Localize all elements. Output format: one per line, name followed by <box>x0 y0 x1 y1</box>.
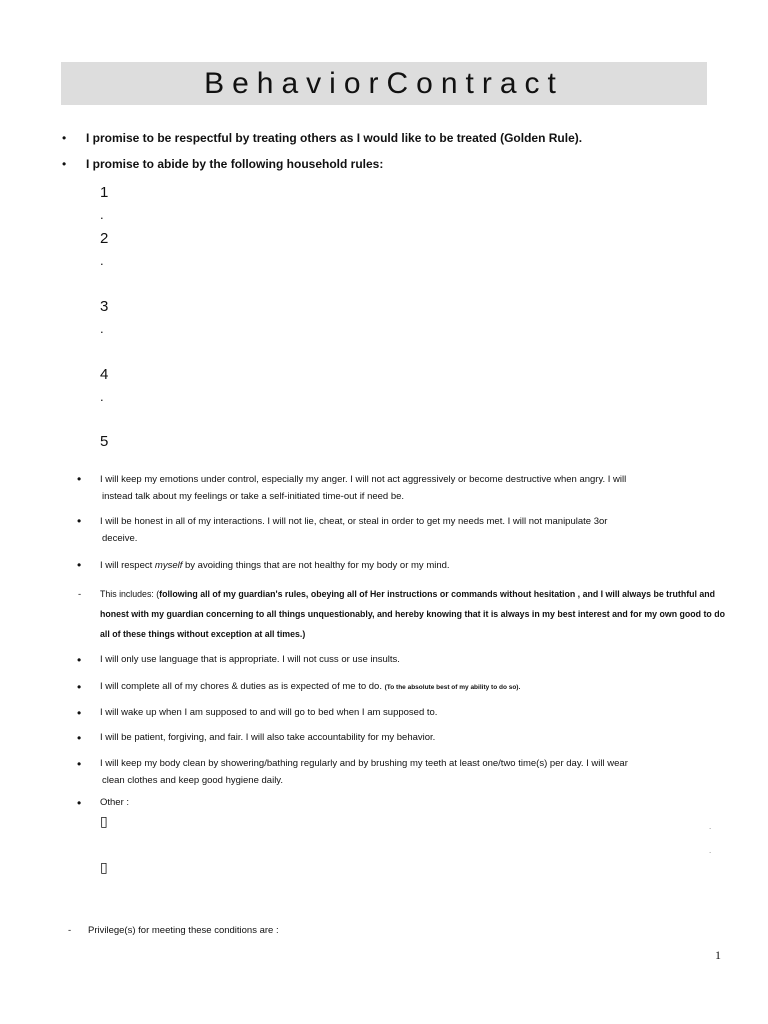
blank-box-icon: ▯ <box>100 814 108 830</box>
rule-number: 5 <box>100 433 109 450</box>
bullet-icon: • <box>77 796 82 810</box>
promise-household-rules: I promise to abide by the following household rules: <box>86 157 384 171</box>
statement-chores: I will complete all of my chores & duties as is expected of me to do. (To the absolute best of my ability to do so). <box>100 681 521 692</box>
dash-marker: - <box>78 589 82 600</box>
title-bar <box>61 62 707 105</box>
household-rule-1 <box>100 182 108 226</box>
rule-dot: . <box>100 253 104 268</box>
dash-marker: - <box>68 925 72 936</box>
statement-emotions: I will keep my emotions under control, especially my anger. I will not act aggressively or become destructive when angry. I will instead talk about my feelings or take a self-initiated time-out if need be. <box>100 474 627 502</box>
bullet-icon: • <box>77 558 82 572</box>
household-rule-3 <box>100 296 108 340</box>
bullet-icon: • <box>77 680 82 694</box>
bullet-icon: • <box>62 157 67 171</box>
speck: . <box>709 822 712 831</box>
bullet-icon: • <box>77 514 82 528</box>
statement-clean: I will keep my body clean by showering/bathing regularly and by brushing my teeth at least one/two time(s) per day. I will wear clean clothes and keep good hygiene daily. <box>100 758 628 786</box>
bullet-icon: • <box>62 131 67 145</box>
rule-dot: . <box>100 321 104 336</box>
statement-respect-myself: I will respect myself by avoiding things that are not healthy for my body or my mind. <box>100 560 450 571</box>
page-number: 1 <box>715 948 721 962</box>
rule-dot: . <box>100 389 104 404</box>
page-title: BehaviorContract <box>204 67 564 100</box>
household-rule-4 <box>100 364 108 408</box>
statement-language: I will only use language that is appropriate. I will not cuss or use insults. <box>100 654 400 665</box>
bullet-icon: • <box>77 731 82 745</box>
rule-dot: . <box>100 207 104 222</box>
statement-patient: I will be patient, forgiving, and fair. I will also take accountability for my behavior. <box>100 732 436 743</box>
statement-wake: I will wake up when I am supposed to and will go to bed when I am supposed to. <box>100 707 438 718</box>
bullet-icon: • <box>77 472 82 486</box>
household-rule-5 <box>100 431 108 453</box>
rule-number: 3 <box>100 298 109 315</box>
bullet-icon: • <box>77 653 82 667</box>
statement-other: Other : <box>100 797 130 808</box>
statement-includes: This includes: (following all of my guardian's rules, obeying all of Her instructions or commands without hesitation , and I will always be truthful and honest with my guardian concerning to all things unquestionably, and hereby knowing that it is always in my best interest and for my own good to do all of these things without exception at all times.) <box>100 589 725 639</box>
speck: . <box>709 846 712 855</box>
household-rule-2 <box>100 228 108 272</box>
rule-number: 1 <box>100 184 109 201</box>
blank-box-icon: ▯ <box>100 860 108 876</box>
rule-number: 2 <box>100 230 109 247</box>
bullet-icon: • <box>77 706 82 720</box>
statement-privileges: Privilege(s) for meeting these conditions are : <box>88 925 279 936</box>
promise-respect: I promise to be respectful by treating others as I would like to be treated (Golden Rule). <box>86 131 583 145</box>
bullet-icon: • <box>77 757 82 771</box>
rule-number: 4 <box>100 366 109 383</box>
statement-honest: I will be honest in all of my interactions. I will not lie, cheat, or steal in order to get my needs met. I will not manipulate 3or deceive. <box>100 516 608 544</box>
